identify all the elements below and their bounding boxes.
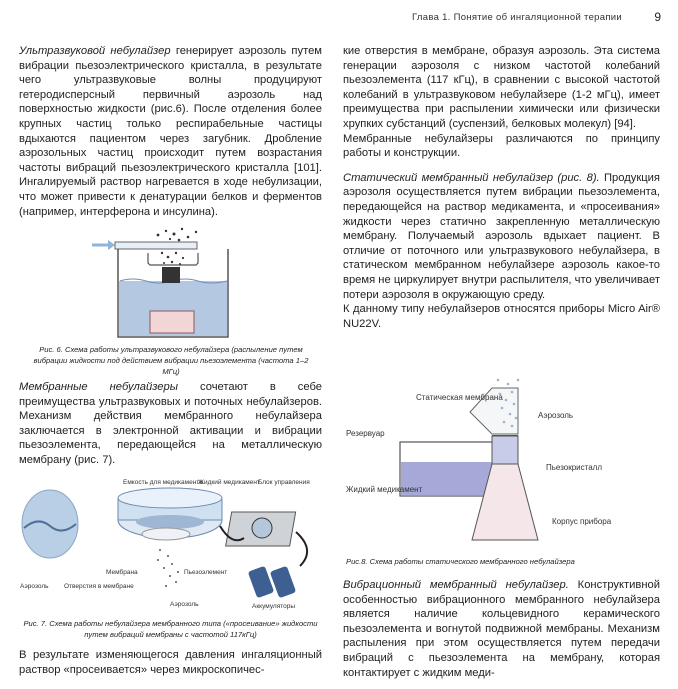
fig7-label-container: Емкость для медикамента xyxy=(123,479,203,486)
fig7-label-aerosol-left: Аэрозоль xyxy=(20,583,49,590)
fig7-label-membrane: Мембрана xyxy=(106,569,138,576)
figure-6-ultrasonic xyxy=(88,223,268,348)
term-static: Статический мембранный небулайзер (рис. 8). xyxy=(343,171,600,184)
fig7-label-aerosol-bottom: Аэрозоль xyxy=(170,601,199,608)
paragraph-ultrasonic-text: генерирует аэрозоль путем вибрации пьезоэлектрического кристалла, в результате чего ультразвуковые волны продуцируют гетеродисперсный первичный аэрозоль над поверхностью жидкости (рис.6). После отделения более крупных частиц только респирабельные частицы вдыхаются пациентом через загубник. Дробление аэрозольных частиц происходит путем возрастания частоты вибраций пьезоэлектрического кристалла [101]. Ингалируемый раствор нагревается в ходе небулизации, что может привести к денатурации белков и ферментов (например, интерферона и инсулина). xyxy=(19,45,322,218)
fig8-label-body: Корпус прибора xyxy=(552,517,612,526)
left-column xyxy=(19,44,322,219)
paragraph-micro-air: К данному типу небулайзеров относятся приборы Micro Air® NU22V. xyxy=(343,303,660,330)
fig8-label-reservoir: Резервуар xyxy=(346,429,385,438)
fig7-label-batteries: Аккумуляторы xyxy=(252,603,296,610)
fig8-label-liquid: Жидкий медикамент xyxy=(346,485,423,494)
figure-7-caption: Рис. 7. Схема работы небулайзера мембранного типа («просеивание» жидкости путем вибраций мембраны с частотой 117кГц) xyxy=(23,619,318,639)
paragraph-membrane xyxy=(19,380,322,468)
fig7-label-control: Блок управления xyxy=(258,479,310,486)
paragraph-vibrating-text: Конструктивной особенностью вибрационного мембранного небулайзера является наличие кольцевидного керамического пьезоэлемента и вогнутой подвижной мембраны. Механизм распыления при этом осуществляется путем передачи вибраций с пьезоэлемента на мембрану, которая контактирует с жидким меди- xyxy=(343,579,660,679)
fig7-label-liquid: Жидкий медикамент xyxy=(198,479,260,486)
term-vibrating: Вибрационный мембранный небулайзер. xyxy=(343,579,569,591)
figure-7-membrane xyxy=(20,476,320,619)
right-column-bottom xyxy=(343,578,660,680)
figure-8-caption: Рис.8. Схема работы статического мембранного небулайзера xyxy=(346,557,575,566)
paragraph-ultrasonic xyxy=(19,44,322,219)
figure-8-static-membrane xyxy=(342,374,642,557)
paragraph-left-continue: В результате изменяющегося давления ингаляционный раствор «просеивается» через микроскопичес- xyxy=(19,649,322,676)
fig7-label-piezo: Пьезоэлемент xyxy=(184,569,228,576)
fig8-label-aerosol: Аэрозоль xyxy=(538,411,574,420)
right-column xyxy=(343,44,660,331)
paragraph-right-2: Мембранные небулайзеры различаются по принципу работы и конструкции. xyxy=(343,132,660,160)
page-number: 9 xyxy=(654,10,661,24)
term-membrane: Мембранные небулайзеры xyxy=(19,381,178,393)
fig8-label-piezo: Пьезокристалл xyxy=(546,463,602,472)
left-column-membrane xyxy=(19,380,322,468)
paragraph-static-text: Продукция аэрозоля осуществляется путем вибрации пьезоэлемента, передающейся на раствор медикамента, и «просеивания» жидкости через статично закрепленную металлическую мембрану. Получаемый аэрозоль вдыхает пациент. В отличие от поточного или ультразвукового небулайзера, в статическом мембранном небулайзере аэрозоль какое-то время не циркулирует внутри распылителя, что увеличивает потери аэрозоля в окружающую среду. xyxy=(343,171,660,301)
term-ultrasonic: Ультразвуковой небулайзер xyxy=(19,45,171,57)
paragraph-membrane-text: сочетают в себе преимущества ультразвуковых и поточных небулайзеров. Механизм действия мембранного небулайзера заключается в электронной активации и вибрации пьезоэлемента, передающейся на металлическую мембрану (рис. 7). xyxy=(19,381,322,466)
fig7-label-holes: Отверстия в мембране xyxy=(64,583,134,590)
chapter-title: Глава 1. Понятие об ингаляционной терапии xyxy=(412,12,622,23)
paragraph-vibrating xyxy=(343,578,660,680)
figure-6-caption: Рис. 6. Схема работы ультразвукового небулайзера (распыление путем вибрации жидкости под действием вибрации пьезоэлемента (частота 1–2 МГц) xyxy=(33,345,309,376)
page-header xyxy=(0,10,678,26)
paragraph-right-1: кие отверстия в мембране, образуя аэрозоль. Эта система генерации аэрозоля с низком частотой колебаний пьезоэлемента (117 кГц), в сравнении с высокой частотой колебаний в ультразвуковом небулайзере (1-2 мГц), имеет преимущества при распылении химически или физически хрупких субстанций (суспензий, белковых молекул) [94]. xyxy=(343,45,660,130)
paragraph-static xyxy=(343,171,660,302)
fig8-label-membrane: Статическая мембрана xyxy=(416,393,503,402)
left-column-bottom xyxy=(19,648,322,677)
